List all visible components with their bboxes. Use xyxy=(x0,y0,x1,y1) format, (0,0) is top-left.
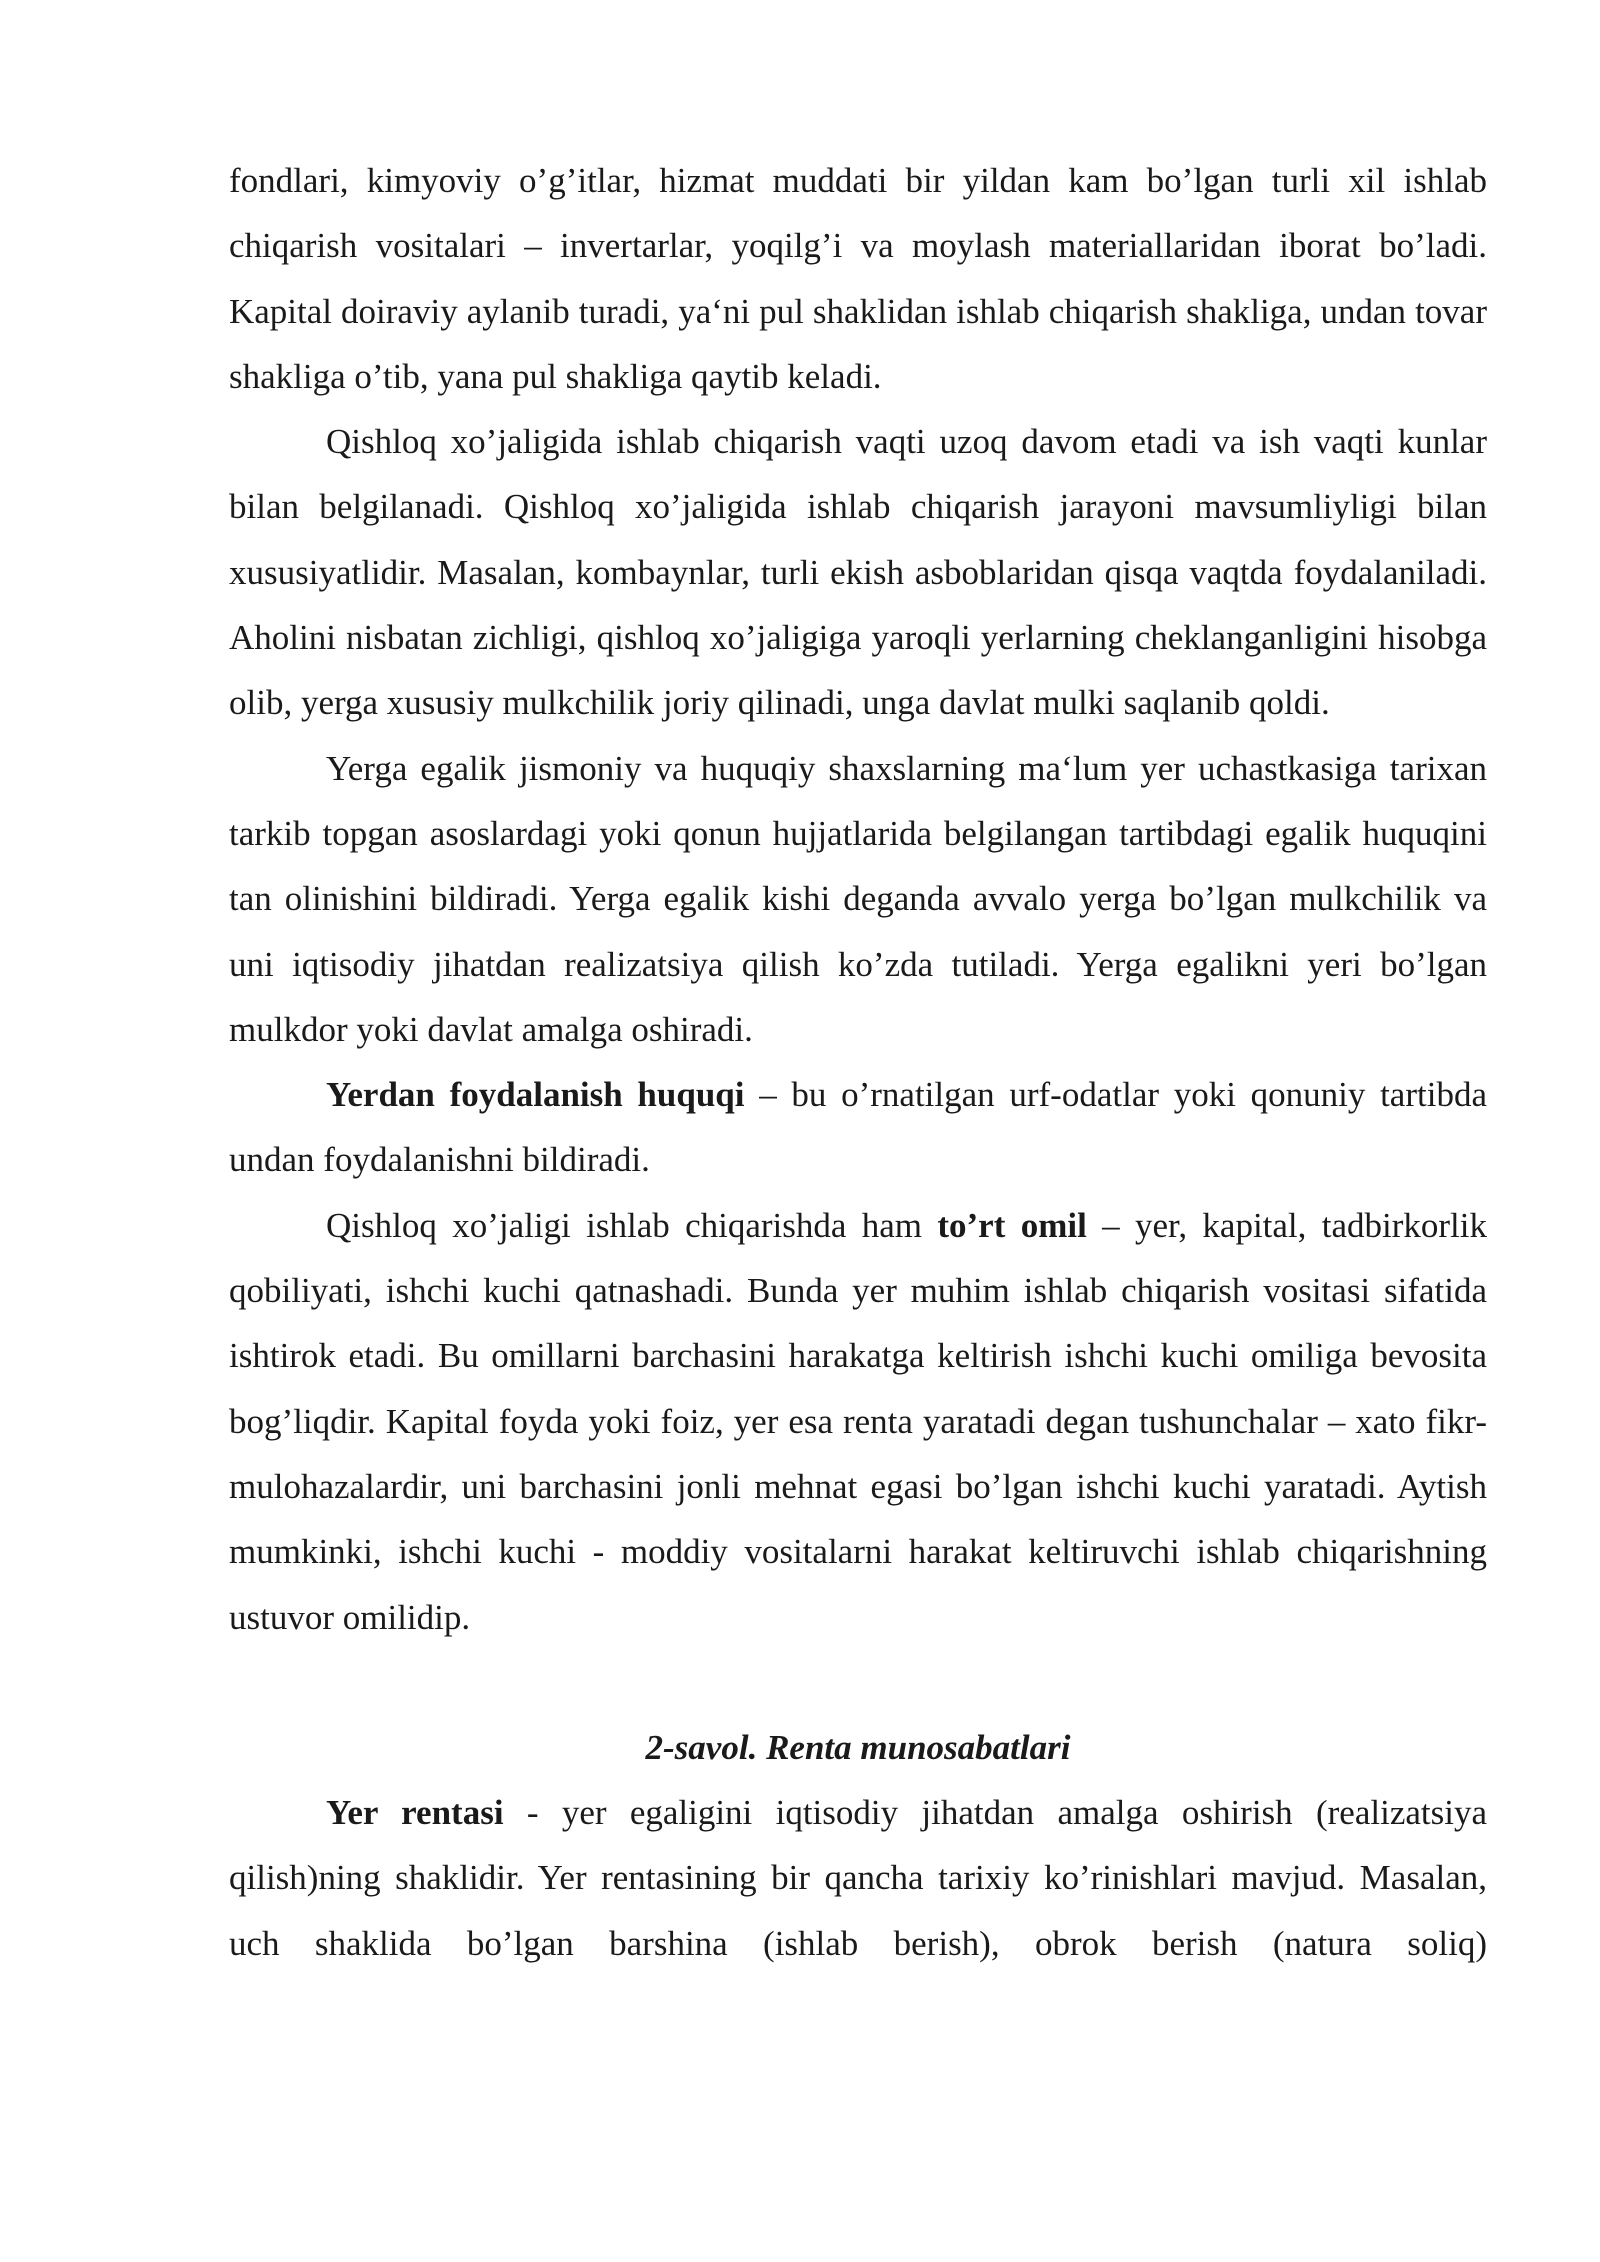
paragraph-land-ownership: Yerga egalik jismoniy va huquqiy shaxslarning ma‘lum yer uchastkasiga tarixan tarkib topgan asoslardagi yoki qonun hujjatlarida belgilangan tartibdagi egalik huquqini tan olinishini bildiradi. Yerga egalik kishi deganda avvalo yerga bo’lgan mulkchilik va uni iqtisodiy jihatdan realizatsiya qilish ko’zda tutiladi. Yerga egalikni yeri bo’lgan mulkdor yoki davlat amalga oshiradi. xyxy=(229,748,1487,1049)
paragraph-land-rent xyxy=(229,1780,1487,1976)
four-factors-text: – yer, kapital, tadbirkorlik qobiliyati, ishchi kuchi qatnashadi. Bunda yer muhim ishlab chiqarish vositasi sifatida ishtirok etadi. Bu omillarni barchasini harakatga keltirish ishchi kuchi omiliga bevosita bog’liqdir. Kapital foyda yoki foiz, yer esa renta yaratadi degan tushunchalar – xato fikr-mulohazalardir, uni barchasini jonli mehnat egasi bo’lgan ishchi kuchi yaratadi. Aytish mumkinki, ishchi kuchi - moddiy vositalarni harakat keltiruvchi ishlab chiqarishning ustuvor omilidip. xyxy=(229,1205,1487,1637)
definition-land-rent: - yer egaligini iqtisodiy jihatdan amalga oshirish (realizatsiya qilish)ning shaklidir. Yer rentasining bir qancha tarixiy ko’rinishlari mavjud. Masalan, uch shaklida bo’lgan barshina (ishlab berish), obrok berish (natura soliq) xyxy=(229,1793,1487,1963)
paragraph-capital-circulation: fondlari, kimyoviy o’g’itlar, hizmat muddati bir yildan kam bo’lgan turli xil ishlab chiqarish vositalari – invertarlar, yoqilg’i va moylash materiallaridan iborat bo’ladi. Kapital doiraviy aylanib turadi, ya‘ni pul shaklidan ishlab chiqarish shakliga, undan tovar shakliga o’tib, yana pul shakliga qaytib keladi. xyxy=(229,161,1487,396)
paragraph-four-factors xyxy=(229,1193,1487,1650)
term-land-use-right: Yerdan foydalanish huquqi xyxy=(326,1075,745,1115)
term-land-rent: Yer rentasi xyxy=(326,1793,504,1833)
section-heading: 2-savol. Renta munosabatlari xyxy=(645,1727,1071,1767)
definition-land-use-right: – bu o’rnatilgan urf-odatlar yoki qonuniy tartibda undan foydalanishni bildiradi. xyxy=(229,1075,1487,1180)
paragraph-land-use-right xyxy=(229,1062,1487,1193)
document-page xyxy=(229,148,1487,1976)
term-four-factors: to’rt omil xyxy=(937,1205,1087,1245)
paragraph-agriculture-production: Qishloq xo’jaligida ishlab chiqarish vaqti uzoq davom etadi va ish vaqti kunlar bilan belgilanadi. Qishloq xo’jaligida ishlab chiqarish jarayoni mavsumliyligi bilan xususiyatlidir. Masalan, kombaynlar, turli ekish asboblaridan qisqa vaqtda foydalaniladi. Aholini nisbatan zichligi, qishloq xo’jaligiga yaroqli yerlarning cheklanganligini hisobga olib, yerga xususiy mulkchilik joriy qilinadi, unga davlat mulki saqlanib qoldi. xyxy=(229,422,1487,723)
four-factors-intro: Qishloq xo’jaligi ishlab chiqarishda ham xyxy=(326,1205,938,1245)
section-spacer xyxy=(229,1650,1487,1715)
